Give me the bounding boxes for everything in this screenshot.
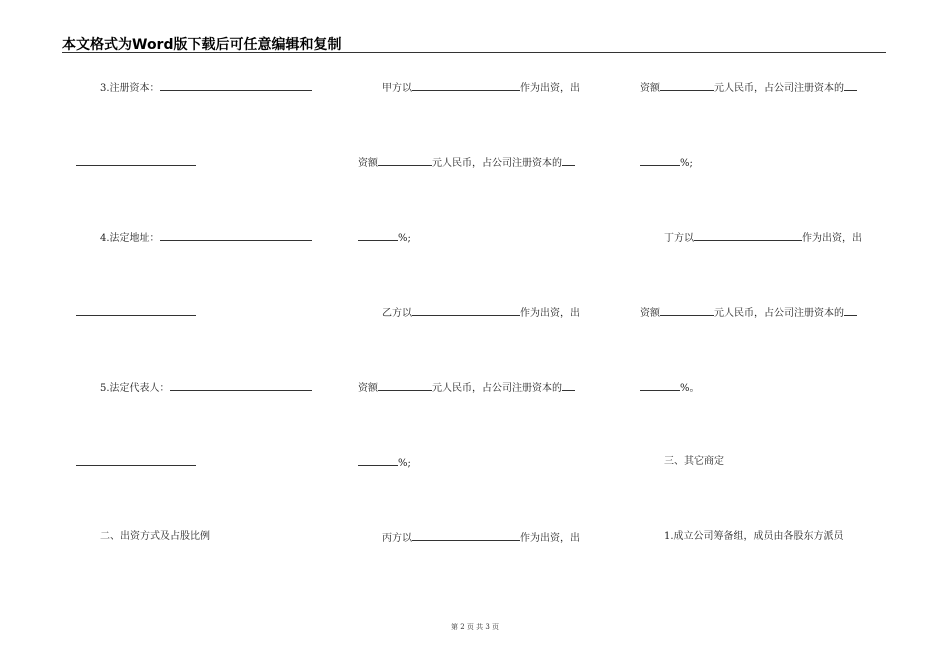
registered-capital-label: 3.注册资本：: [100, 83, 160, 94]
party-b-line: [382, 306, 580, 320]
party-d-amount-middle: 元人民币，占公司注册资本的: [714, 308, 844, 319]
party-d-amount-blank[interactable]: [660, 306, 714, 316]
legal-address-blank-continued[interactable]: [76, 306, 196, 316]
column3-amount-prefix-1: 资额: [640, 83, 660, 94]
page-number: 第 2 页 共 3 页: [450, 623, 500, 631]
party-b-amount-prefix: 资额: [358, 383, 378, 394]
party-d-percent-end: %。: [680, 383, 700, 394]
party-b-percent-blank[interactable]: [562, 381, 575, 391]
legal-representative-blank-continued[interactable]: [76, 456, 196, 466]
legal-address-label: 4.法定地址：: [100, 233, 160, 244]
legal-representative-label: 5.法定代表人：: [100, 383, 170, 394]
party-a-line: [382, 81, 580, 95]
party-d-line: [664, 231, 862, 245]
party-a-amount-line: [358, 156, 575, 170]
party-a-contribution-blank[interactable]: [412, 81, 520, 91]
party-c-contribution-suffix: 作为出资，出: [520, 533, 580, 544]
party-a-amount-prefix: 资额: [358, 158, 378, 169]
party-b-contribution-suffix: 作为出资，出: [520, 308, 580, 319]
legal-address-line: [100, 231, 312, 245]
party-a-percent-blank-continued[interactable]: [358, 231, 398, 241]
registered-capital-blank[interactable]: [160, 81, 312, 91]
party-a-percent-blank[interactable]: [562, 156, 575, 166]
party-d-percent-line: [640, 381, 700, 395]
party-c-label: 丙方以: [382, 533, 412, 544]
party-d-percent-blank-continued[interactable]: [640, 381, 680, 391]
column3-amount-middle-1: 元人民币，占公司注册资本的: [714, 83, 844, 94]
registered-capital-line: [100, 81, 312, 95]
party-b-contribution-blank[interactable]: [412, 306, 520, 316]
party-b-percent-line: [358, 456, 411, 470]
column3-amount-line-1: [640, 81, 857, 95]
legal-representative-line: [100, 381, 312, 395]
party-d-amount-line: [640, 306, 857, 320]
party-b-amount-blank[interactable]: [378, 381, 432, 391]
party-a-percent-suffix: %;: [398, 233, 411, 244]
document-header-title: 本文格式为Word版下载后可任意编辑和复制: [62, 37, 342, 53]
party-b-amount-line: [358, 381, 575, 395]
header-divider: [62, 52, 886, 53]
party-c-line: [382, 531, 580, 545]
party-d-label: 丁方以: [664, 233, 694, 244]
legal-address-continuation: [76, 306, 196, 320]
party-b-percent-suffix: %;: [398, 458, 411, 469]
party-d-percent-blank[interactable]: [844, 306, 857, 316]
party-b-percent-blank-continued[interactable]: [358, 456, 398, 466]
column3-percent-suffix: %;: [680, 158, 693, 169]
registered-capital-blank-continued[interactable]: [76, 156, 196, 166]
party-d-contribution-suffix: 作为出资，出: [802, 233, 862, 244]
section-two-heading: 二、出资方式及占股比例: [100, 531, 210, 542]
party-a-amount-blank[interactable]: [378, 156, 432, 166]
party-d-contribution-blank[interactable]: [694, 231, 802, 241]
party-a-contribution-suffix: 作为出资，出: [520, 83, 580, 94]
party-a-percent-line: [358, 231, 411, 245]
party-a-label: 甲方以: [382, 83, 412, 94]
party-d-amount-prefix: 资额: [640, 308, 660, 319]
party-b-label: 乙方以: [382, 308, 412, 319]
column3-percent-blank-continued-1[interactable]: [640, 156, 680, 166]
column3-percent-line-1: [640, 156, 693, 170]
section-three-heading: 三、其它商定: [664, 456, 724, 467]
column3-amount-blank-1[interactable]: [660, 81, 714, 91]
registered-capital-continuation: [76, 156, 196, 170]
party-c-contribution-blank[interactable]: [412, 531, 520, 541]
party-a-amount-middle: 元人民币，占公司注册资本的: [432, 158, 562, 169]
party-b-amount-middle: 元人民币，占公司注册资本的: [432, 383, 562, 394]
column3-percent-blank-1[interactable]: [844, 81, 857, 91]
legal-representative-continuation: [76, 456, 196, 470]
preparatory-team-item: 1.成立公司筹备组，成员由各股东方派员: [664, 531, 844, 542]
legal-representative-blank[interactable]: [170, 381, 312, 391]
legal-address-blank[interactable]: [160, 231, 312, 241]
